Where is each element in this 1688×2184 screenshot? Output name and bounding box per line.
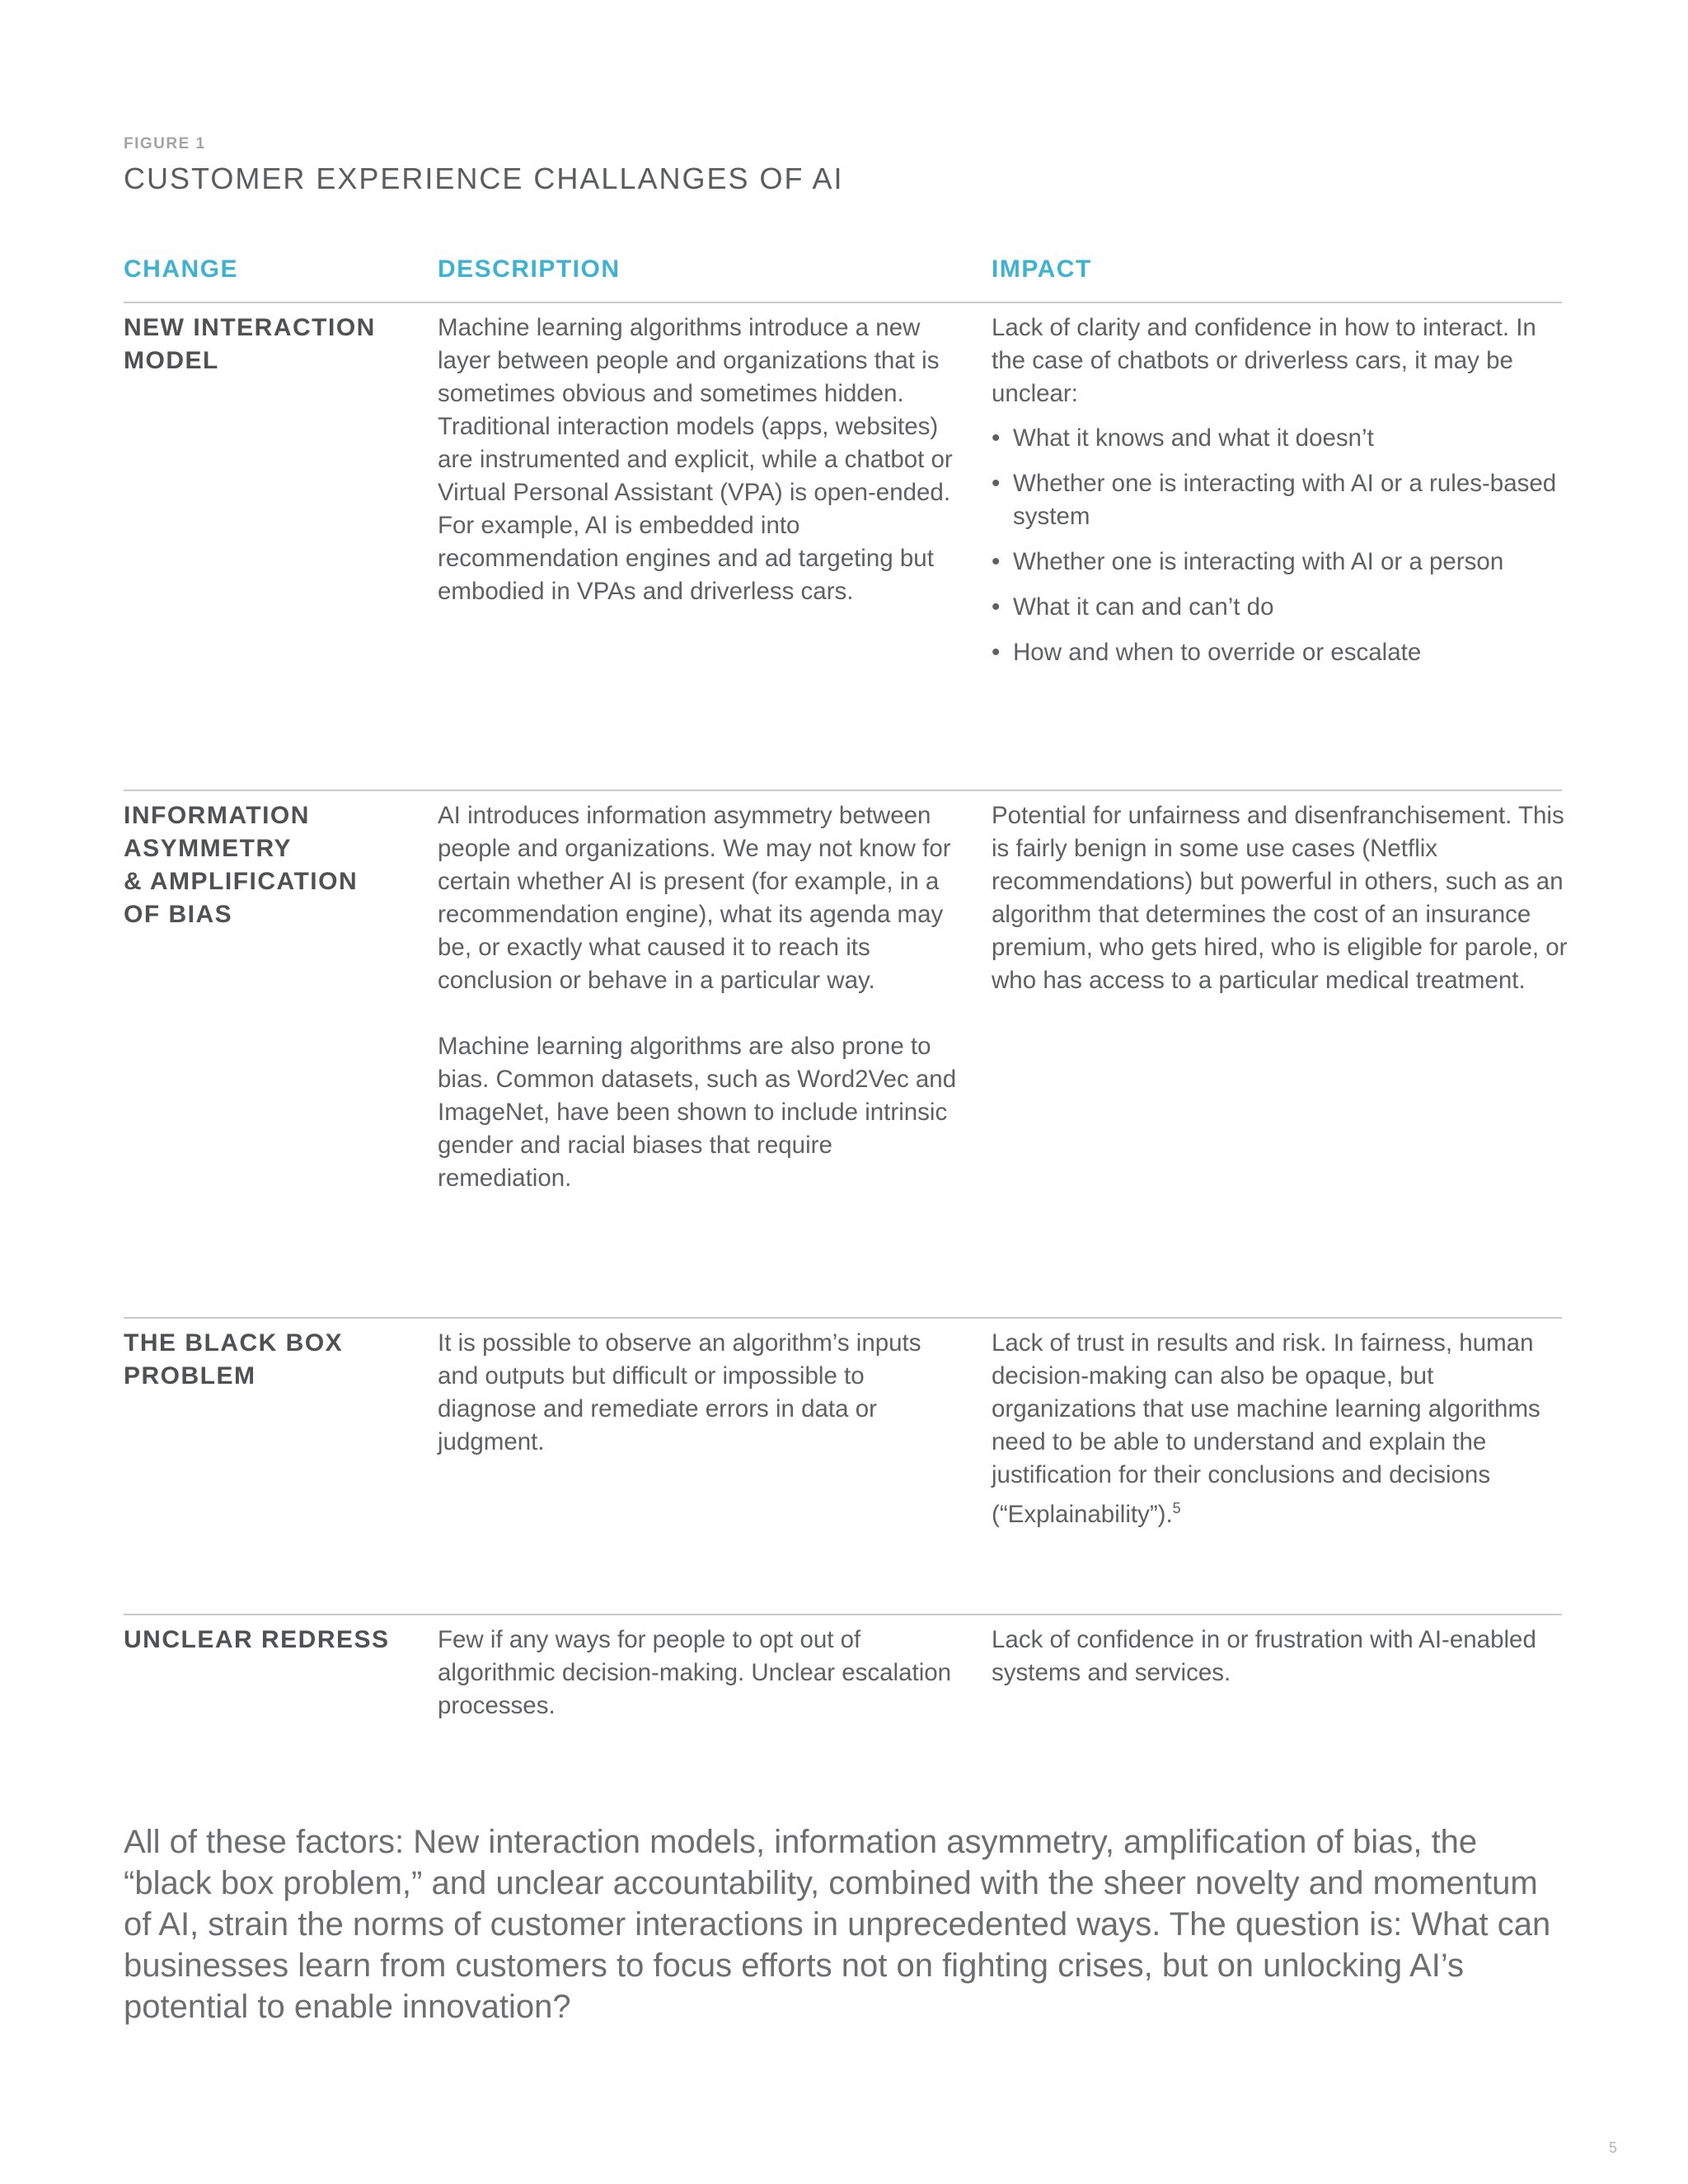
row-divider [124, 1614, 1562, 1615]
footnote-marker: 5 [1172, 1500, 1181, 1516]
impact-text: Lack of clarity and confidence in how to interact. In the case of chatbots or driverless cars, it may be unclear: [992, 314, 1536, 407]
list-item: • What it knows and what it doesn’t [992, 422, 1568, 455]
header-change: CHANGE [124, 255, 239, 283]
row-change: NEW INTERACTION MODEL [124, 314, 376, 374]
header-description: DESCRIPTION [438, 255, 621, 283]
row-divider [124, 790, 1562, 791]
description-paragraph: Machine learning algorithms are also prone to bias. Common datasets, such as Word2Vec and ImageNet, have been shown to include intrinsic gender and racial biases that require remediation. [438, 1033, 957, 1192]
row-impact [992, 1327, 1568, 1531]
row-change: INFORMATION ASYMMETRY & AMPLIFICATION OF BIAS [124, 802, 359, 928]
bullet-icon: • [992, 639, 1001, 666]
bullet-icon: • [992, 424, 1001, 452]
description-paragraph: Machine learning algorithms introduce a new layer between people and organizations that is sometimes obvious and sometimes hidden. Traditional interaction models (apps, websites) are instrumented and explicit, while a chatbot or Virtual Personal Assistant (VPA) is open-ended. For example, AI is embedded into recommendation engines and ad targeting but embodied in VPAs and driverless cars. [438, 314, 953, 605]
summary-paragraph: All of these factors: New interaction models, information asymmetry, amplification of bias, the “black box problem,” and unclear accountability, combined with the sheer novelty and momentum of AI, strain the norms of customer interactions in unprecedented ways. The question is: What can businesses learn from customers to focus efforts not on fighting crises, but on unlocking AI’s potential to enable innovation? [124, 1824, 1551, 2025]
description-paragraph: Few if any ways for people to opt out of algorithmic decision-making. Unclear escalation processes. [438, 1626, 952, 1719]
row-impact [992, 1624, 1568, 1690]
list-item: • Whether one is interacting with AI or a person [992, 546, 1568, 579]
row-impact [992, 312, 1568, 682]
bullet-icon: • [992, 548, 1001, 575]
impact-text: Potential for unfairness and disenfranchisement. This is fairly benign in some use cases (Netflix recommendations) but powerful in others, such as an algorithm that determines the cost of an insurance premium, who gets hired, who is eligible for parole, or who has access to a particular medical treatment. [992, 802, 1568, 994]
list-item: • What it can and can’t do [992, 591, 1568, 624]
description-paragraph: It is possible to observe an algorithm’s inputs and outputs but difficult or impossible to diagnose and remediate errors in data or judgment. [438, 1329, 921, 1455]
list-item: • How and when to override or escalate [992, 636, 1568, 669]
row-description [438, 1624, 965, 1722]
row-description [438, 1327, 965, 1459]
figure-label: FIGURE 1 [124, 135, 206, 152]
list-item: • Whether one is interacting with AI or a rules-based system [992, 467, 1568, 533]
page-number: 5 [1609, 2139, 1618, 2156]
impact-text: Lack of confidence in or frustration with AI-enabled systems and services. [992, 1626, 1536, 1686]
impact-bullet-list [992, 422, 1568, 669]
row-change: THE BLACK BOX PROBLEM [124, 1329, 344, 1390]
row-change: UNCLEAR REDRESS [124, 1626, 390, 1653]
bullet-icon: • [992, 470, 1001, 497]
impact-text: Lack of trust in results and risk. In fairness, human decision-making can also be opaque, but organizations that use machine learning algorithms need to be able to understand and explain the justification for their conclusions and decisions (“Explainability”).$^5$ [992, 1329, 1540, 1528]
description-paragraph: AI introduces information asymmetry between people and organizations. We may not know for certain whether AI is present (for example, in a recommendation engine), what its agenda may be, or exactly what caused it to reach its conclusion or behave in a particular way. [438, 802, 951, 994]
figure-title: CUSTOMER EXPERIENCE CHALLANGES OF AI [124, 162, 844, 195]
row-divider [124, 1317, 1562, 1319]
header-impact: IMPACT [992, 255, 1092, 283]
table-header [124, 255, 1562, 303]
row-description [438, 312, 965, 608]
bullet-icon: • [992, 593, 1001, 621]
row-description [438, 799, 965, 1195]
row-impact [992, 799, 1568, 997]
